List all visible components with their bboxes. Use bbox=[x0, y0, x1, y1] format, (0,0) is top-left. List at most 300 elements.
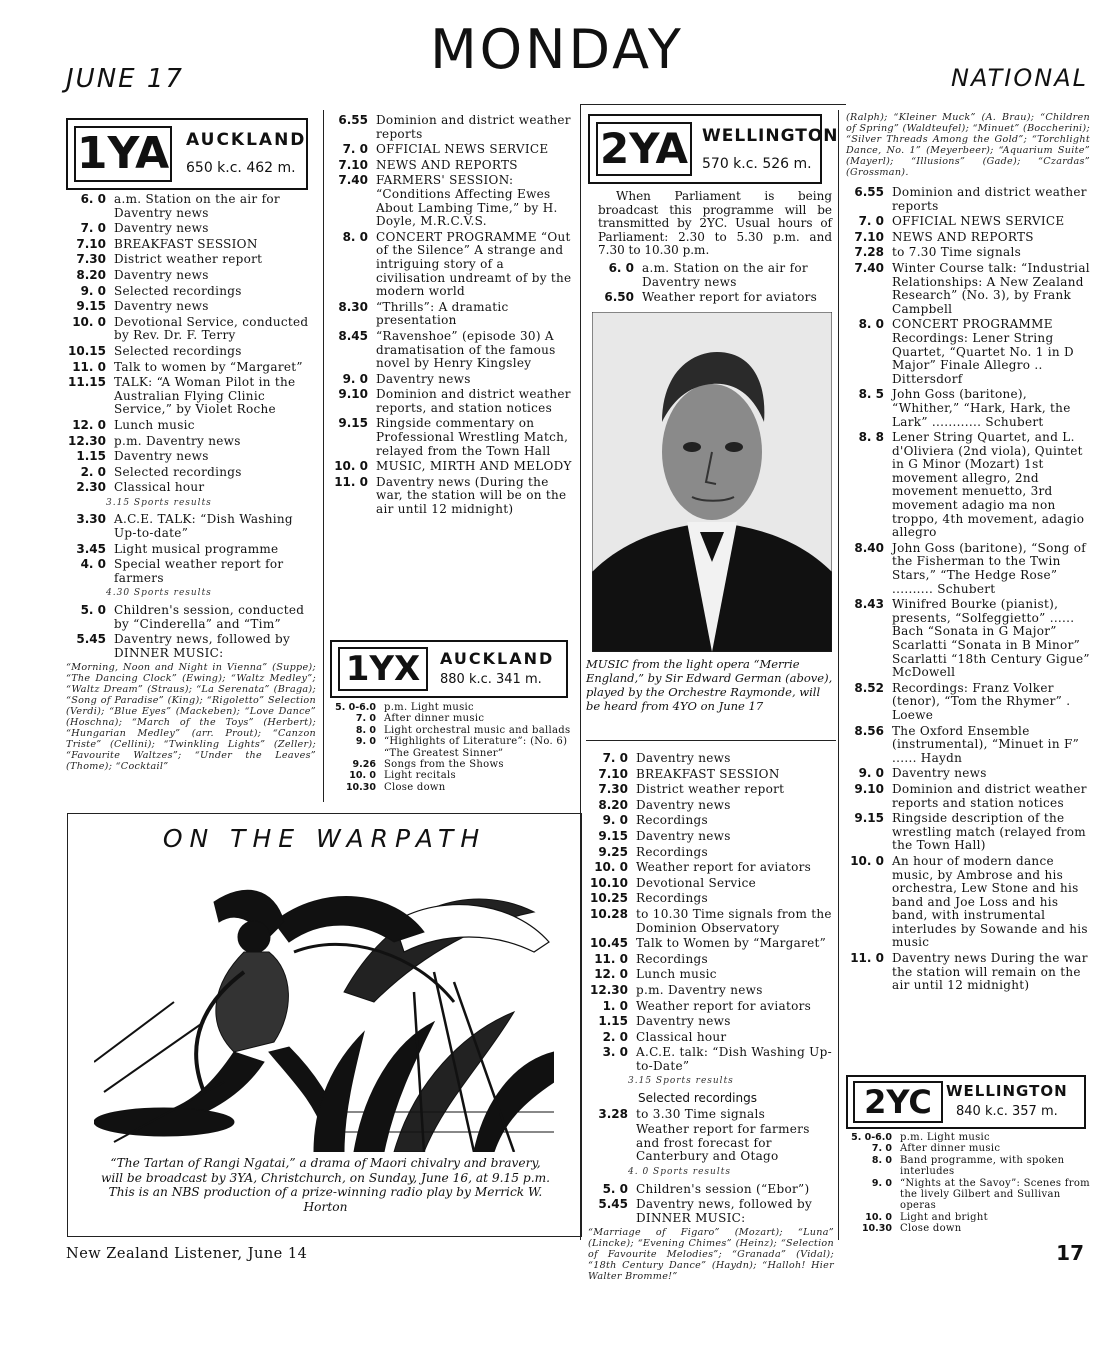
station-frequency: 840 k.c. 357 m. bbox=[956, 1104, 1058, 1119]
schedule-time: 10.30 bbox=[345, 781, 376, 793]
schedule-item: NEWS AND REPORTS bbox=[892, 229, 1034, 244]
schedule-item: John Goss (baritone), “Song of the Fisherman to the Twin Stars,” “The Hedge Rose” .......... Schubert bbox=[892, 540, 1086, 596]
sports-note: 4.30 Sports results bbox=[106, 588, 212, 599]
schedule-item: BREAKFAST SESSION bbox=[636, 766, 780, 781]
station-call-sign: 1YA bbox=[74, 126, 172, 182]
schedule-time: 8. 0 bbox=[355, 724, 376, 736]
schedule-row bbox=[330, 759, 575, 770]
schedule-item: Daventry news bbox=[636, 828, 731, 843]
schedule-item: Ringside commentary on Professional Wrestling Match, relayed from the Town Hall bbox=[376, 416, 569, 458]
station-city: WELLINGTON bbox=[702, 126, 839, 146]
schedule-row bbox=[846, 186, 1090, 213]
schedule-item: OFFICIAL NEWS SERVICE bbox=[892, 214, 1065, 229]
schedule-item: BREAKFAST SESSION bbox=[114, 236, 258, 251]
schedule-time: 7.10 bbox=[338, 157, 368, 172]
schedule-time: 8. 0 bbox=[858, 317, 884, 332]
schedule-time: 7.40 bbox=[338, 173, 368, 188]
schedule-item: Daventry news bbox=[636, 1014, 731, 1029]
schedule-time: 8.56 bbox=[854, 723, 884, 738]
schedule-time: 8. 0 bbox=[342, 229, 368, 244]
schedule-item: “Highlights of Literature”: (No. 6) “The Greatest Sinner” bbox=[384, 736, 568, 759]
schedule-time: 5. 0 bbox=[80, 603, 106, 618]
schedule-row bbox=[66, 269, 316, 283]
schedule-time: 6.50 bbox=[604, 290, 634, 305]
schedule-time: 5. 0-6.0 bbox=[335, 702, 376, 713]
photo-caption: MUSIC from the light opera “Merrie England,” by Sir Edward German (above), played by the Orchestre Raymonde, will be heard from 4YO on June 17 bbox=[586, 657, 833, 713]
schedule-item: Classical hour bbox=[636, 1029, 727, 1044]
schedule-time: 7. 0 bbox=[871, 1143, 892, 1155]
schedule-row bbox=[330, 174, 573, 228]
schedule-time: 7. 0 bbox=[355, 713, 376, 725]
schedule-item: Children's session (“Ebor”) bbox=[636, 1181, 810, 1196]
schedule-row bbox=[846, 318, 1090, 386]
schedule-item: a.m. Station on the air for Daventry news bbox=[114, 192, 280, 220]
schedule-time: 9. 0 bbox=[871, 1177, 892, 1189]
schedule-item: p.m. Daventry news bbox=[636, 982, 763, 997]
schedule-item: Recordings bbox=[636, 813, 708, 828]
schedule-time: 9.15 bbox=[76, 299, 106, 314]
schedule-item: Dominion and district weather reports and station notices bbox=[892, 781, 1087, 810]
station-logo-1ya bbox=[66, 118, 308, 190]
schedule-time: 9.26 bbox=[352, 759, 376, 771]
schedule-row bbox=[330, 373, 573, 387]
schedule-item: Selected recordings bbox=[114, 343, 242, 358]
schedule-item: Weather report for aviators bbox=[636, 860, 812, 875]
schedule-row bbox=[588, 1000, 834, 1014]
rule bbox=[586, 740, 836, 741]
schedule-time: 3.45 bbox=[76, 541, 106, 556]
schedule-item: OFFICIAL NEWS SERVICE bbox=[376, 142, 549, 157]
schedule-time: 3.28 bbox=[598, 1106, 628, 1121]
schedule-item: Talk to women by “Margaret” bbox=[114, 359, 303, 374]
schedule-item: Daventry news During the war the station will remain on the air until 12 midnight) bbox=[892, 951, 1088, 993]
schedule-row bbox=[330, 143, 573, 157]
schedule-row bbox=[846, 231, 1090, 245]
schedule-item: Lunch music bbox=[114, 417, 195, 432]
schedule-item: District weather report bbox=[114, 252, 263, 267]
schedule-item: CONCERT PROGRAMME Recordings: Lener String Quartet, “Quartet No. 1 in D Major” Finale Allegro .. Dittersdorf bbox=[892, 317, 1074, 386]
schedule-time: 9.15 bbox=[598, 828, 628, 843]
schedule-item: Daventry news bbox=[114, 221, 209, 236]
schedule-time: 7.10 bbox=[854, 229, 884, 244]
schedule-time: 6. 0 bbox=[608, 260, 634, 275]
warrior-illustration bbox=[94, 862, 554, 1152]
schedule-row bbox=[588, 768, 834, 782]
schedule-time: 8. 0 bbox=[871, 1154, 892, 1166]
schedule-row bbox=[846, 682, 1090, 723]
schedule-time: 11. 0 bbox=[72, 359, 106, 374]
schedule-time: 10.28 bbox=[590, 906, 628, 921]
schedule-row bbox=[588, 861, 834, 875]
schedule-row bbox=[330, 330, 573, 371]
schedule-item: Winter Course talk: “Industrial Relationships: A New Zealand Research” (No. 3), by Frank Campbell bbox=[892, 260, 1090, 316]
schedule-row bbox=[588, 1046, 834, 1073]
network-label: NATIONAL bbox=[951, 64, 1088, 92]
schedule-item: Dominion and district weather reports, and station notices bbox=[376, 387, 571, 415]
schedule-2ya-day bbox=[588, 752, 834, 1282]
schedule-time: 9.15 bbox=[338, 416, 368, 431]
schedule-row bbox=[588, 877, 834, 891]
schedule-time: 10. 0 bbox=[594, 860, 628, 875]
sports-note: 4. 0 Sports results bbox=[628, 1167, 731, 1178]
schedule-item: Daventry news bbox=[114, 299, 209, 314]
schedule-time: 10. 0 bbox=[865, 1211, 892, 1223]
schedule-row bbox=[66, 435, 316, 449]
schedule-time: 8.52 bbox=[854, 680, 884, 695]
schedule-time: 9.15 bbox=[854, 811, 884, 826]
schedule-item: A.C.E. TALK: “Dish Washing Up-to-date” bbox=[114, 512, 293, 541]
schedule-item: FARMERS' SESSION: “Conditions Affecting Ewes About Lambing Time,” by H. Doyle, M.R.C.V.S. bbox=[376, 173, 558, 229]
schedule-time: 11. 0 bbox=[334, 474, 368, 489]
schedule-item: to 10.30 Time signals from the Dominion Observatory bbox=[636, 906, 832, 935]
schedule-item: Band programme, with spoken interludes bbox=[900, 1154, 1065, 1178]
schedule-row bbox=[66, 419, 316, 433]
schedule-row bbox=[588, 1108, 834, 1122]
schedule-row bbox=[588, 1183, 834, 1197]
schedule-item: Children's session, conducted by “Cinderella” and “Tim” bbox=[114, 603, 305, 631]
schedule-row bbox=[66, 253, 316, 267]
feature-caption: “The Tartan of Rangi Ngatai,” a drama of Maori chivalry and bravery, will be broadcast by 3YA, Christchurch, on Sunday, June 16, at 9.15 p.m. This is an NBS production of a prize-winning radio play by Merrick W. Horton bbox=[100, 1156, 551, 1214]
schedule-row bbox=[330, 770, 575, 781]
schedule-time: 5. 0-6.0 bbox=[851, 1132, 892, 1143]
schedule-time bbox=[588, 1123, 636, 1164]
schedule-row bbox=[66, 513, 316, 540]
schedule-time: 9. 0 bbox=[80, 283, 106, 298]
schedule-row bbox=[846, 598, 1090, 680]
schedule-row bbox=[66, 466, 316, 480]
schedule-2ya-evening bbox=[846, 112, 1090, 995]
schedule-item: Recordings: Franz Volker (tenor), “Tom the Rhymer” . Loewe bbox=[892, 680, 1071, 722]
schedule-time: 6. 0 bbox=[80, 192, 106, 206]
schedule-time: 2.30 bbox=[76, 480, 106, 495]
publication-footer: New Zealand Listener, June 14 bbox=[66, 1246, 308, 1262]
schedule-row bbox=[330, 114, 573, 141]
schedule-time: 8. 8 bbox=[858, 430, 884, 445]
schedule-item: Weather report for farmers and frost forecast for Canterbury and Otago bbox=[636, 1122, 810, 1164]
schedule-time: 10. 0 bbox=[349, 770, 376, 782]
schedule-item: p.m. Light music bbox=[384, 702, 474, 713]
schedule-item: District weather report bbox=[636, 782, 785, 797]
station-logo-2yc bbox=[846, 1075, 1086, 1129]
schedule-row bbox=[846, 1155, 1090, 1178]
schedule-row bbox=[66, 300, 316, 314]
schedule-row bbox=[846, 542, 1090, 596]
schedule-row bbox=[846, 215, 1090, 229]
schedule-item: John Goss (baritone), “Whither,” “Hark, Hark, the Lark” ............ Schubert bbox=[892, 387, 1071, 429]
schedule-row bbox=[588, 799, 834, 813]
schedule-item: The Oxford Ensemble (instrumental), “Minuet in F” ...... Haydn bbox=[892, 723, 1080, 765]
schedule-row bbox=[588, 937, 834, 951]
schedule-row bbox=[66, 345, 316, 359]
selected-recordings: Selected recordings bbox=[638, 1091, 757, 1106]
schedule-row bbox=[588, 1031, 834, 1045]
schedule-1ya-evening bbox=[330, 114, 573, 519]
station-logo-2ya bbox=[588, 114, 839, 184]
schedule-row bbox=[846, 1178, 1090, 1212]
schedule-time: 7.40 bbox=[854, 260, 884, 275]
station-frequency: 570 k.c. 526 m. bbox=[702, 156, 812, 172]
schedule-row bbox=[598, 262, 832, 289]
schedule-time: 1.15 bbox=[598, 1014, 628, 1029]
schedule-1yx bbox=[330, 702, 575, 793]
schedule-row bbox=[66, 222, 316, 236]
page-title: MONDAY bbox=[430, 18, 684, 81]
schedule-time: 2. 0 bbox=[602, 1029, 628, 1044]
schedule-row bbox=[330, 388, 573, 415]
schedule-time: 7. 0 bbox=[602, 751, 628, 765]
schedule-time: 7. 0 bbox=[80, 221, 106, 236]
schedule-time: 5.45 bbox=[598, 1197, 628, 1212]
schedule-time: 11. 0 bbox=[594, 951, 628, 966]
schedule-item: “Thrills”: A dramatic presentation bbox=[376, 299, 509, 328]
schedule-time: 10.45 bbox=[590, 936, 628, 951]
schedule-time: 10.30 bbox=[861, 1223, 892, 1235]
schedule-row bbox=[588, 892, 834, 906]
schedule-row bbox=[330, 460, 573, 474]
schedule-item: Selected recordings bbox=[114, 283, 242, 298]
schedule-item: Weather report for aviators bbox=[636, 998, 812, 1013]
schedule-item: CONCERT PROGRAMME “Out of the Silence” A strange and intriguing story of a civilisation undreamt of by the modern world bbox=[376, 229, 572, 299]
schedule-item: a.m. Station on the air for Daventry news bbox=[642, 260, 808, 289]
schedule-time: 10.10 bbox=[590, 875, 628, 890]
schedule-time: 3. 0 bbox=[602, 1045, 628, 1060]
schedule-time: 7.30 bbox=[598, 782, 628, 797]
parliament-notice: When Parliament is being broadcast this programme will be transmitted by 2YC. Usual hours of Parliament: 2.30 to 5.30 p.m. and 7.30 to 10.30 p.m. bbox=[598, 189, 832, 258]
schedule-item: After dinner music bbox=[384, 713, 485, 725]
schedule-item: Daventry news bbox=[376, 371, 471, 386]
schedule-time: 9.10 bbox=[338, 387, 368, 402]
schedule-row bbox=[66, 543, 316, 557]
schedule-time: 10.15 bbox=[68, 343, 106, 358]
schedule-time: 8.20 bbox=[598, 797, 628, 812]
schedule-row bbox=[330, 231, 573, 299]
schedule-row bbox=[588, 846, 834, 860]
schedule-item: Recordings bbox=[636, 844, 708, 859]
schedule-item: Daventry news bbox=[636, 797, 731, 812]
schedule-item: Devotional Service bbox=[636, 875, 757, 890]
dinner-music-list: “Morning, Noon and Night in Vienna” (Suppe); “The Dancing Clock” (Ewing); “Waltz Medley”; “Waltz Dream” (Straus); “La Serenata” (Braga); “Song of Paradise” (King); “Rigoletto” Selection (Verdi); “Blue Eyes” (Mackeben); “Love Dance” (Hoschna); “March of the Toys” (Herbert); “Hungarian Medley” (arr. Prout); “Canzon Triste” (Cellini); “Twinkling Lights” (Zeller); “Favourite Waltzes”; “Under the Leaves” (Thome); “Cocktail” bbox=[66, 662, 316, 773]
station-frequency: 880 k.c. 341 m. bbox=[440, 672, 542, 687]
schedule-time: 9. 0 bbox=[858, 766, 884, 781]
schedule-row bbox=[588, 908, 834, 935]
schedule-item: Talk to Women by “Margaret” bbox=[636, 936, 827, 951]
schedule-row bbox=[66, 238, 316, 252]
schedule-item: MUSIC, MIRTH AND MELODY bbox=[376, 459, 572, 474]
schedule-time: 5.45 bbox=[76, 632, 106, 647]
station-city: WELLINGTON bbox=[946, 1082, 1068, 1100]
schedule-item: p.m. Daventry news bbox=[114, 433, 241, 448]
schedule-2ya-morning bbox=[598, 190, 832, 307]
schedule-time: 9.25 bbox=[598, 844, 628, 859]
column-divider bbox=[323, 110, 324, 802]
schedule-time: 9. 0 bbox=[342, 371, 368, 386]
schedule-time: 10.25 bbox=[590, 891, 628, 906]
schedule-time: 7.28 bbox=[854, 245, 884, 260]
schedule-time: 3.30 bbox=[76, 512, 106, 527]
schedule-row bbox=[66, 361, 316, 375]
station-call-sign: 2YA bbox=[596, 122, 692, 176]
sports-note: 3.15 Sports results bbox=[628, 1076, 734, 1087]
schedule-time: 5. 0 bbox=[602, 1181, 628, 1196]
schedule-item: Classical hour bbox=[114, 480, 205, 495]
station-frequency: 650 k.c. 462 m. bbox=[186, 160, 296, 176]
schedule-row bbox=[66, 450, 316, 464]
schedule-item: “Ravenshoe” (episode 30) A dramatisation of the famous novel by Henry Kingsley bbox=[376, 328, 556, 371]
sports-note: 3.15 Sports results bbox=[106, 497, 212, 508]
schedule-row bbox=[588, 783, 834, 797]
schedule-time: 8.43 bbox=[854, 597, 884, 612]
schedule-row bbox=[846, 262, 1090, 316]
schedule-item: Daventry news bbox=[114, 449, 209, 464]
schedule-row bbox=[846, 725, 1090, 766]
schedule-time: 8.45 bbox=[338, 328, 368, 343]
station-call-sign: 1YX bbox=[338, 647, 428, 691]
schedule-item: Recordings bbox=[636, 891, 708, 906]
schedule-item: Weather report for aviators bbox=[642, 290, 818, 305]
schedule-time: 12. 0 bbox=[594, 967, 628, 982]
schedule-row bbox=[846, 855, 1090, 950]
schedule-time: 6.55 bbox=[338, 113, 368, 127]
schedule-item: Special weather report for farmers bbox=[114, 557, 284, 585]
schedule-time: 12.30 bbox=[68, 433, 106, 448]
schedule-row bbox=[66, 558, 316, 585]
schedule-row bbox=[588, 968, 834, 982]
schedule-item: to 7.30 Time signals bbox=[892, 245, 1022, 260]
schedule-row bbox=[66, 285, 316, 299]
schedule-time: 9. 0 bbox=[602, 813, 628, 828]
schedule-row bbox=[330, 782, 575, 793]
schedule-item: Lener String Quartet, and L. d'Oliviera (2nd viola), Quintet in G Minor (Mozart) 1st movement allegro, 2nd movement menuetto, 3rd movement adagio ma non troppo, 4th movement, adagio allegro bbox=[892, 430, 1085, 540]
schedule-item: Daventry news, followed by DINNER MUSIC: bbox=[636, 1197, 813, 1225]
schedule-time: 12. 0 bbox=[72, 417, 106, 432]
schedule-time: 1.15 bbox=[76, 449, 106, 464]
schedule-item: Daventry news (During the war, the station will be on the air until 12 midnight) bbox=[376, 474, 567, 517]
schedule-row bbox=[846, 1143, 1090, 1154]
schedule-row bbox=[846, 812, 1090, 853]
schedule-time: 10. 0 bbox=[72, 314, 106, 329]
schedule-row bbox=[588, 1198, 834, 1225]
schedule-item: Recordings bbox=[636, 951, 708, 966]
schedule-item: to 3.30 Time signals bbox=[636, 1106, 766, 1121]
schedule-row bbox=[598, 291, 832, 305]
schedule-item: Daventry news bbox=[636, 751, 731, 765]
schedule-row bbox=[846, 1223, 1090, 1234]
dinner-music-continued: (Ralph); “Kleiner Muck” (A. Brau); “Children of Spring” (Waldteufel); “Minuet” (Boccherini); “Silver Threads Among the Gold”; “Torchlight Dance, No. 1” (Meyerbeer); “Aquarium Suite” (Mayerl); “Illusions” (Gade); “Czardas” (Grossman). bbox=[846, 112, 1090, 178]
schedule-row bbox=[846, 431, 1090, 540]
schedule-item: Ringside description of the wrestling match (relayed from the Town Hall) bbox=[892, 811, 1086, 853]
schedule-item: Lunch music bbox=[636, 967, 717, 982]
schedule-row bbox=[588, 1123, 834, 1164]
schedule-time: 8.30 bbox=[338, 299, 368, 314]
schedule-row bbox=[66, 376, 316, 417]
schedule-row bbox=[846, 388, 1090, 429]
schedule-item: Devotional Service, conducted by Rev. Dr. F. Terry bbox=[114, 314, 309, 343]
feature-advert bbox=[67, 813, 582, 1237]
schedule-time: 10. 0 bbox=[850, 853, 884, 868]
schedule-item: Close down bbox=[384, 781, 446, 793]
schedule-time: 1. 0 bbox=[602, 998, 628, 1013]
schedule-row bbox=[66, 604, 316, 631]
schedule-time: 8. 5 bbox=[858, 387, 884, 402]
schedule-row bbox=[846, 1212, 1090, 1223]
schedule-time: 8.40 bbox=[854, 540, 884, 555]
schedule-row bbox=[330, 301, 573, 328]
schedule-time: 9. 0 bbox=[355, 736, 376, 748]
schedule-time: 7.10 bbox=[76, 236, 106, 251]
schedule-item: Light and bright bbox=[900, 1211, 988, 1223]
rule bbox=[580, 104, 846, 105]
schedule-time: 4. 0 bbox=[80, 557, 106, 572]
schedule-time: 11.15 bbox=[68, 375, 106, 390]
schedule-item: Close down bbox=[900, 1223, 962, 1235]
schedule-time: 7.30 bbox=[76, 252, 106, 267]
schedule-row bbox=[588, 1015, 834, 1029]
schedule-row bbox=[330, 713, 575, 724]
schedule-row bbox=[846, 767, 1090, 781]
station-logo-1yx bbox=[330, 640, 568, 698]
schedule-row bbox=[846, 783, 1090, 810]
page-number: 17 bbox=[1056, 1241, 1084, 1265]
schedule-row bbox=[846, 1132, 1090, 1143]
station-city: AUCKLAND bbox=[186, 130, 307, 150]
schedule-2yc bbox=[846, 1132, 1090, 1235]
station-city: AUCKLAND bbox=[440, 649, 555, 668]
schedule-item: Dominion and district weather reports bbox=[376, 113, 571, 141]
composer-photo bbox=[592, 312, 832, 652]
schedule-row bbox=[66, 633, 316, 660]
schedule-row bbox=[588, 953, 834, 967]
schedule-time: 7.10 bbox=[598, 766, 628, 781]
schedule-time: 6.55 bbox=[854, 185, 884, 199]
schedule-1ya bbox=[66, 193, 316, 772]
schedule-time: 2. 0 bbox=[80, 464, 106, 479]
schedule-item: After dinner music bbox=[900, 1143, 1001, 1155]
station-call-sign: 2YC bbox=[853, 1081, 943, 1123]
column-divider bbox=[838, 110, 839, 1240]
schedule-item: p.m. Light music bbox=[900, 1132, 990, 1143]
schedule-row bbox=[66, 193, 316, 220]
schedule-item: Daventry news bbox=[114, 267, 209, 282]
schedule-item: “Nights at the Savoy”: Scenes from the lively Gilbert and Sullivan operas bbox=[900, 1177, 1090, 1212]
schedule-item: Light orchestral music and ballads bbox=[384, 724, 571, 736]
schedule-row bbox=[330, 476, 573, 517]
issue-date: JUNE 17 bbox=[66, 64, 184, 94]
schedule-item: A.C.E. talk: “Dish Washing Up-to-Date” bbox=[636, 1045, 832, 1073]
schedule-row bbox=[330, 159, 573, 173]
schedule-row bbox=[330, 736, 575, 759]
schedule-row bbox=[588, 830, 834, 844]
schedule-item: Songs from the Shows bbox=[384, 759, 504, 771]
schedule-item: Dominion and district weather reports bbox=[892, 185, 1087, 213]
schedule-time: 7. 0 bbox=[858, 214, 884, 229]
schedule-item: An hour of modern dance music, by Ambrose and his orchestra, Lew Stone and his band and Joe Loss and his band, with instrumental interludes by Sowande and his music bbox=[892, 853, 1088, 950]
schedule-time: 9.10 bbox=[854, 781, 884, 796]
schedule-time: 11. 0 bbox=[850, 951, 884, 966]
schedule-item: TALK: “A Woman Pilot in the Australian Flying Clinic Service,” by Violet Roche bbox=[114, 375, 296, 417]
schedule-time: 7. 0 bbox=[342, 142, 368, 157]
schedule-row bbox=[66, 481, 316, 495]
schedule-row bbox=[588, 814, 834, 828]
schedule-time: 12.30 bbox=[590, 982, 628, 997]
schedule-row bbox=[330, 725, 575, 736]
schedule-row bbox=[846, 246, 1090, 260]
schedule-row bbox=[588, 752, 834, 766]
schedule-time: 10. 0 bbox=[334, 459, 368, 474]
schedule-item: NEWS AND REPORTS bbox=[376, 157, 518, 172]
schedule-time: 8.20 bbox=[76, 267, 106, 282]
schedule-item: Selected recordings bbox=[114, 464, 242, 479]
dinner-music-list: “Marriage of Figaro” (Mozart); “Luna” (Lincke); “Evening Chimes” (Heinz); “Selection of Favourite Melodies”; “Granada” (Vidal); “18th Century Dance” (Haydn); “Halloh! Hier Walter Bromme!” bbox=[588, 1227, 834, 1283]
